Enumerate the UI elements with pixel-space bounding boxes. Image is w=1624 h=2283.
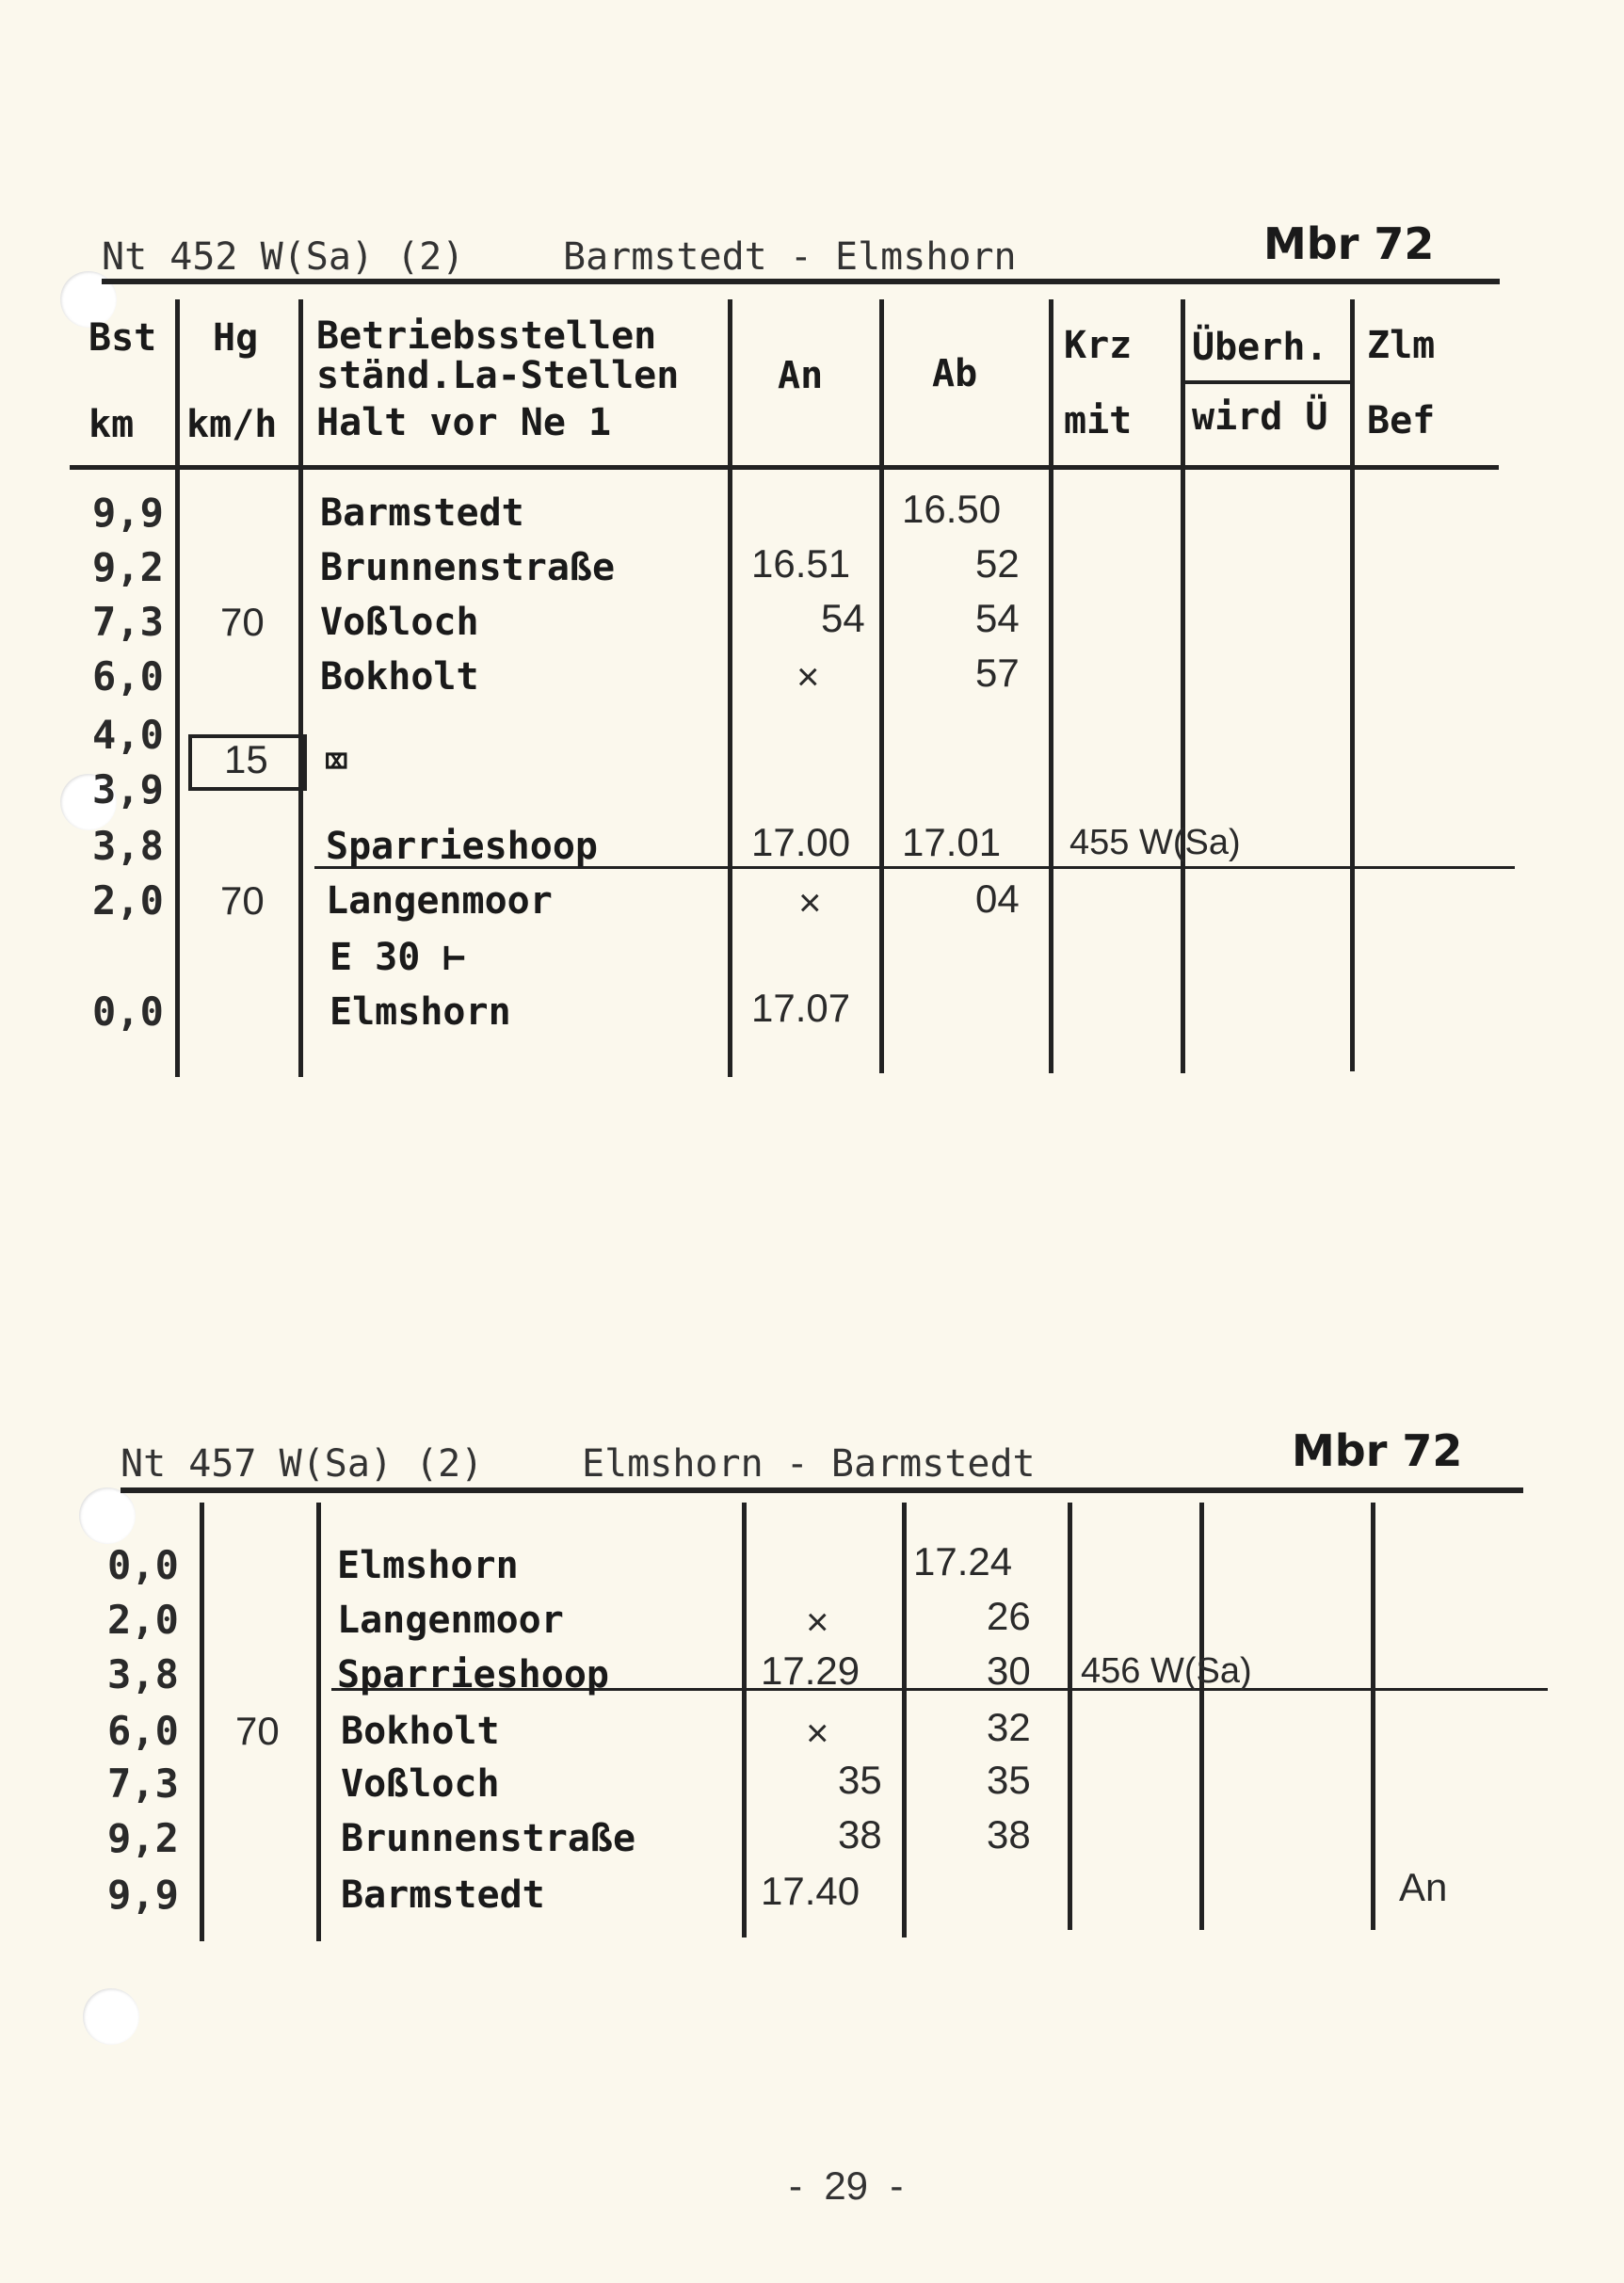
row-station: Bokholt [341,1710,500,1753]
timetable-2-mbr: Mbr 72 [1292,1425,1463,1476]
table-1-col-line [298,299,303,1077]
row-station: Voßloch [320,601,479,644]
header-zlm: Zlm [1367,324,1436,367]
table-2-col-line [902,1503,907,1937]
row-hg: 70 [220,600,265,644]
header-km: km [88,403,135,446]
row-km: 3,8 [107,1651,179,1697]
level-crossing-icon: ⌧ [324,737,349,785]
row-station: Brunnenstraße [320,546,616,589]
table-1-col-line [1350,299,1355,1071]
table-1-uberh-divider [1181,380,1350,384]
header-uberh: Überh. [1192,326,1328,369]
row-an: 17.07 [751,986,851,1030]
row-ab: 52 [975,541,1020,586]
row-ab: 57 [975,651,1020,695]
row-km: 3,8 [92,823,164,869]
row-an: 16.51 [751,541,851,586]
table-2-col-line [200,1503,204,1941]
row-km: 2,0 [92,877,164,924]
row-an: 17.40 [761,1869,860,1913]
table-2-col-line [742,1503,747,1937]
row-hg: 15 [224,737,268,781]
row-ab: 17.24 [913,1539,1013,1584]
table-1-col-line [879,299,884,1073]
row-ab: 04 [975,876,1020,921]
row-ab: 35 [987,1758,1031,1802]
row-km: 9,2 [92,544,164,590]
table-1-col-line [175,299,180,1077]
row-ab: 30 [987,1648,1031,1693]
header-an: An [778,354,824,397]
header-bef: Bef [1367,399,1436,442]
header-bst: Bst [88,316,157,360]
table-1-top-rule [102,279,1500,284]
row-station: Barmstedt [320,491,524,535]
header-betriebsstellen: Betriebsstellen [316,314,657,358]
table-1-col-line [1181,299,1185,1073]
timetable-1-mbr: Mbr 72 [1263,218,1435,269]
timetable-2-train: Nt 457 W(Sa) (2) [121,1442,484,1486]
row-station: Brunnenstraße [341,1817,636,1860]
row-station: Elmshorn [330,990,511,1034]
row-an: × [798,880,822,924]
row-km: 2,0 [107,1597,179,1643]
table-2-col-line [1199,1503,1204,1930]
punch-hole [83,1988,139,2045]
header-mit: mit [1064,399,1133,442]
row-station: Elmshorn [337,1544,519,1587]
row-km: 7,3 [107,1760,179,1807]
header-hg: Hg [213,316,259,360]
header-laststellen: ständ.La-Stellen [316,354,680,397]
row-an: 17.00 [751,820,851,864]
row-km: 4,0 [92,712,164,758]
row-km: 7,3 [92,599,164,645]
row-km: 6,0 [92,653,164,699]
row-ab: 17.01 [902,820,1002,864]
row-hg: 70 [235,1709,280,1753]
table-1-col-line [728,299,732,1077]
table-2-top-rule [121,1487,1523,1493]
row-km: 0,0 [107,1542,179,1588]
row-ab: 32 [987,1705,1031,1749]
timetable-2-route: Elmshorn - Barmstedt [582,1442,1036,1486]
table-1-header-rule [70,465,1499,470]
row-station: Voßloch [341,1762,500,1806]
table-2-col-line [316,1503,321,1941]
row-signal: E 30 ⊢ [330,936,466,979]
row-hg: 70 [220,878,265,923]
table-2-col-line [1068,1503,1072,1930]
table-1-col-line [1049,299,1053,1073]
row-station: Langenmoor [326,879,553,923]
row-km: 9,2 [107,1815,179,1861]
row-an: 38 [838,1812,882,1857]
row-km: 0,0 [92,989,164,1035]
row-station: Sparrieshoop [326,825,598,868]
row-km: 3,9 [92,766,164,812]
timetable-1-route: Barmstedt - Elmshorn [563,235,1017,279]
row-an: 17.29 [761,1648,860,1693]
row-km: 6,0 [107,1708,179,1754]
row-km: 9,9 [107,1872,179,1918]
row-an: × [806,1711,829,1755]
row-zlm: An [1399,1865,1448,1909]
punch-hole [79,1487,136,1544]
row-ab: 38 [987,1812,1031,1857]
row-station: Sparrieshoop [337,1653,609,1696]
timetable-1-train: Nt 452 W(Sa) (2) [102,235,465,279]
table-2-col-line [1371,1503,1375,1930]
header-wird: wird Ü [1192,395,1328,439]
row-ab: 16.50 [902,487,1002,531]
row-an: 54 [821,596,865,640]
header-ab: Ab [932,352,978,395]
row-an: × [806,1600,829,1644]
row-km: 9,9 [92,490,164,536]
row-station: Barmstedt [341,1873,545,1917]
row-ab: 54 [975,596,1020,640]
row-krz: 456 W(Sa) [1081,1651,1252,1691]
row-station: Langenmoor [337,1599,564,1642]
row-an: 35 [838,1758,882,1802]
header-kmh: km/h [186,403,278,446]
row-station: Bokholt [320,655,479,699]
page-number: - 29 - [789,2163,904,2208]
row-krz: 455 W(Sa) [1069,823,1241,862]
row-an: × [796,654,820,699]
row-ab: 26 [987,1594,1031,1638]
header-krz: Krz [1064,324,1133,367]
header-halt: Halt vor Ne 1 [316,401,612,444]
